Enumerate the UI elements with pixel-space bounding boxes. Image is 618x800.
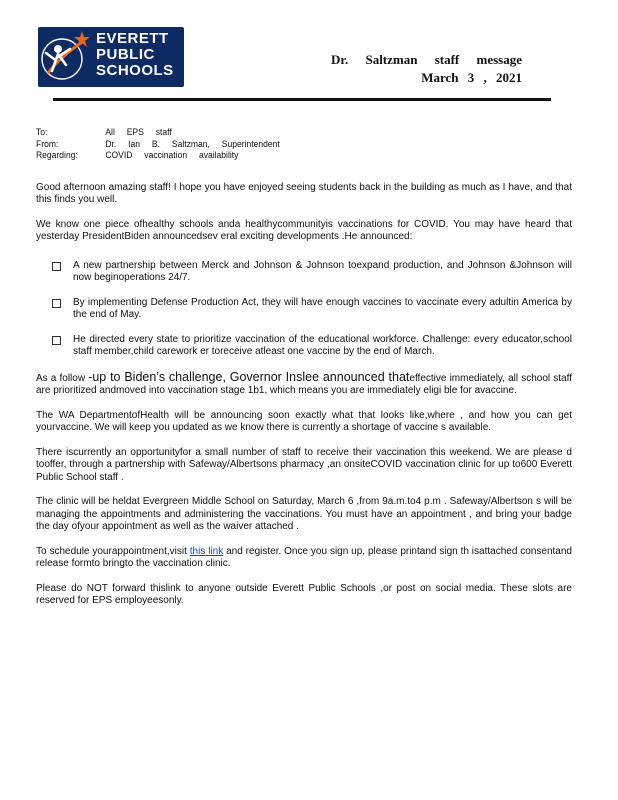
from-row xyxy=(36,139,545,151)
paragraph-clinic: The clinic will be heldat Evergreen Middle School on Saturday, March 6 ,from 9a.m.to4 p.m . Safeway/Albertson s will be managing the appointments and administering the vaccinations. You must have an appointment , and bring your badge the day ofyour appointment as well as the waiver attached . xyxy=(36,496,572,532)
list-item xyxy=(52,260,572,285)
header-divider xyxy=(53,98,551,101)
bullet-box-icon xyxy=(52,299,61,308)
eps-logo xyxy=(38,27,184,87)
paragraph-inslee-emphasis: -up to Biden’s challenge, Governor Inslee announced that xyxy=(88,369,410,384)
list-item-text: By implementing Defense Production Act, they will have enough vaccines to vaccinate every adultin America by the end of May. xyxy=(73,296,572,320)
figure-with-star-icon xyxy=(38,27,98,87)
logo-line-2: PUBLIC xyxy=(96,46,155,63)
paragraph-doh: The WA DepartmentofHealth will be announcing soon exactly what that looks like,where , and how you can get yourvaccine. We will keep you updated as we know there is currently a shortage of vaccine s available. xyxy=(36,409,572,433)
memo-title: Dr. Saltzman staff message xyxy=(331,52,522,67)
paragraph-schedule-rest: and register. Once you sign up, please printand sign th isattached consentand release formto bringto the vaccination clinic. xyxy=(36,545,572,569)
paragraph-healthy-schools: We know one piece ofhealthy schools anda healthycommunityis vaccinations for COVID. You may have heard that yesterday PresidentBiden announcedsev eral exciting developments .He announced: xyxy=(36,218,572,242)
registration-link[interactable]: this link xyxy=(189,545,224,557)
paragraph-schedule-lead: To schedule yourappointment,visit xyxy=(36,545,190,557)
from-value: Dr. Ian B. Saltzman, Superintendent xyxy=(105,138,280,149)
to-row xyxy=(36,127,545,139)
regarding-row xyxy=(36,150,545,162)
paragraph-inslee-rest: effective immediately, all school staff are prioritized andmoved into vaccination stage 1b1, which means you are immediately eligi ble for avaccine. xyxy=(36,372,572,396)
announcement-list xyxy=(36,260,572,359)
list-item-text: He directed every state to prioritize vaccination of the educational workforce. Challenge: every educator,school staff member,child carework er toreceive atleast one vaccine by the end of March. xyxy=(73,333,572,357)
list-item xyxy=(52,297,572,322)
logo-line-3: SCHOOLS xyxy=(96,62,174,79)
bullet-box-icon xyxy=(52,262,61,271)
paragraph-inslee-lead: As a follow xyxy=(36,372,89,384)
from-label: From: xyxy=(36,138,59,149)
regarding-label: Regarding: xyxy=(36,150,78,160)
list-item xyxy=(52,334,572,359)
memo-header xyxy=(331,51,522,87)
bullet-box-icon xyxy=(52,336,61,345)
paragraph-opportunity: There iscurrently an opportunityfor a small number of staff to receive their vaccination this weekend. We are please d tooffer, through a partnership with Safeway/Albertsons pharmacy ,an onsiteCOVID vaccination clinic for up to600 Everett Public School staff . xyxy=(36,446,572,483)
regarding-value: COVID vaccination availability xyxy=(105,150,239,160)
memo-body xyxy=(36,127,572,608)
to-label: To: xyxy=(36,127,48,137)
paragraph-do-not-forward: Please do NOT forward thislink to anyone outside Everett Public Schools ,or post on social media. These slots are reserved for EPS employeesonly. xyxy=(36,582,572,606)
logo-line-1: EVERETT xyxy=(96,30,169,47)
paragraph-greeting: Good afternoon amazing staff! I hope you have enjoyed seeing students back in the building as much as I have, and that this finds you well. xyxy=(36,181,572,205)
paragraph-schedule xyxy=(36,546,572,571)
memo-date: March 3 , 2021 xyxy=(421,70,522,85)
logo-text xyxy=(96,31,174,79)
to-value: All EPS staff xyxy=(105,127,172,137)
list-item-text: A new partnership between Merck and Johnson & Johnson toexpand production, and Johnson &Johnson will now beginoperations 24/7. xyxy=(73,259,572,283)
paragraph-inslee xyxy=(36,371,572,398)
